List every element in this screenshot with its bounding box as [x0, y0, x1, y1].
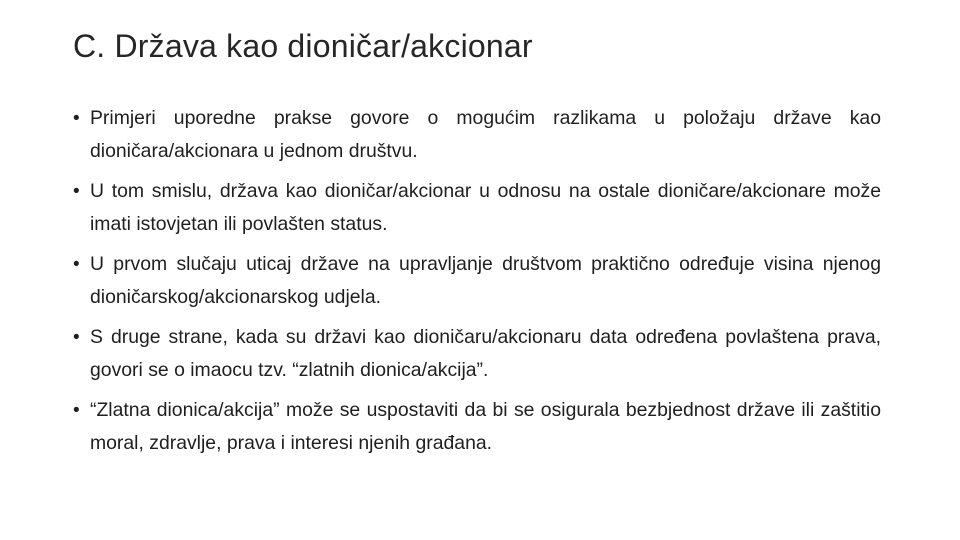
bullet-list [73, 102, 881, 467]
bullet-icon: • [73, 254, 80, 275]
bullet-icon: • [73, 181, 80, 202]
slide-title: C. Država kao dioničar/akcionar [73, 28, 533, 64]
bullet-item [73, 394, 881, 460]
bullet-item [73, 248, 881, 314]
bullet-item [73, 102, 881, 168]
bullet-item [73, 321, 881, 387]
bullet-icon: • [73, 327, 80, 348]
bullet-text: Primjeri uporedne prakse govore o mogućim razlikama u položaju države kao dioničara/akcionara u jednom društvu. [90, 107, 881, 162]
bullet-text: U prvom slučaju uticaj države na upravljanje društvom praktično određuje visina njenog dioničarskog/akcionarskog udjela. [90, 253, 881, 308]
bullet-item [73, 175, 881, 241]
bullet-text: S druge strane, kada su državi kao dioničaru/akcionaru data određena povlaštena prava, govori se o imaocu tzv. “zlatnih dionica/akcija”. [90, 326, 881, 381]
bullet-icon: • [73, 108, 80, 129]
bullet-text: “Zlatna dionica/akcija” može se uspostaviti da bi se osigurala bezbjednost države ili zaštitio moral, zdravlje, prava i interesi njenih građana. [90, 399, 881, 454]
bullet-icon: • [73, 400, 80, 421]
bullet-text: U tom smislu, država kao dioničar/akcionar u odnosu na ostale dioničare/akcionare može imati istovjetan ili povlašten status. [90, 180, 881, 235]
